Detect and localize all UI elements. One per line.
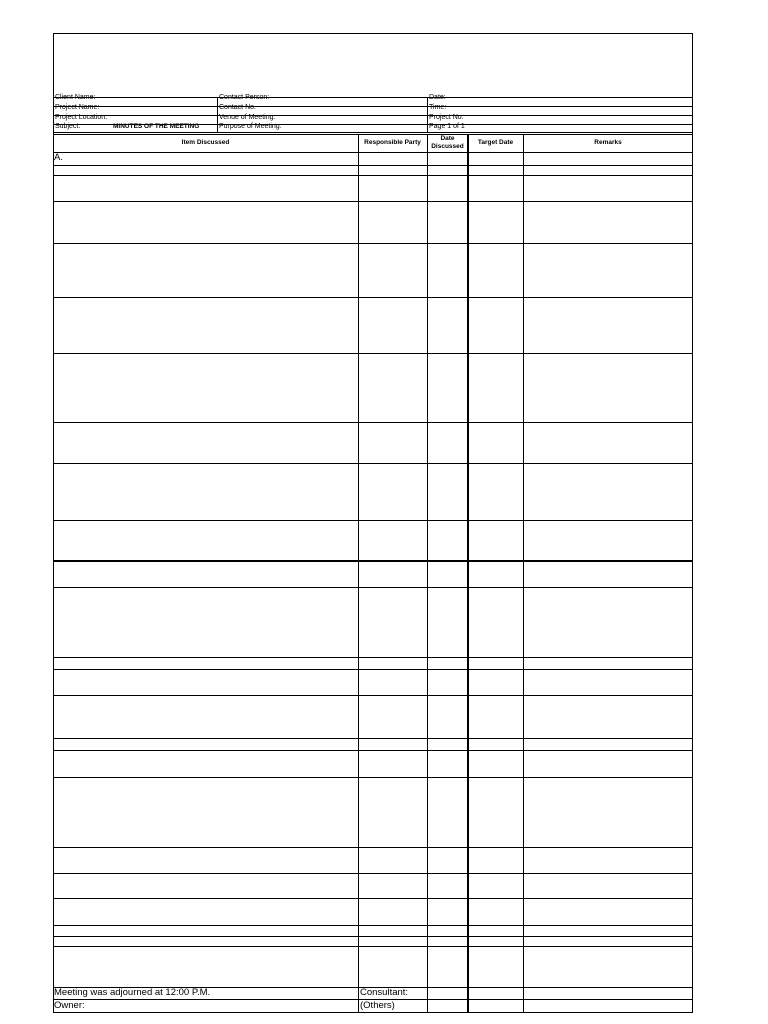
sheet-border [53,33,693,1013]
time-label: Time: [429,104,447,111]
contact-no-label: Contact No. [219,104,256,111]
col-target-date: Target Date [477,139,514,146]
subject-label: Subject: [55,123,81,130]
page-count: Page 1 of 1 [429,123,465,130]
consultant-label: Consultant: [360,987,409,998]
col-item-discussed: Item Discussed [181,139,230,146]
venue-label: Venue of Meeting: [219,114,276,121]
section-label: A. [54,152,63,163]
contact-person-label: Contact Person: [219,94,270,101]
project-name-label: Project Name: [55,104,100,111]
others-label: (Others) [360,1000,395,1011]
col-date-discussed-line2: Discussed [431,143,464,150]
col-responsible-party: Responsible Party [364,139,421,146]
client-name-label: Client Name: [55,94,96,101]
subject-value: MINUTES OF THE MEETING [113,123,200,130]
project-no-label: Project No. [429,114,464,121]
date-label: Date: [429,94,446,101]
purpose-label: Purpose of Meeting: [219,123,282,130]
adjourned-note: Meeting was adjourned at 12:00 P.M. [54,987,211,998]
col-remarks: Remarks [594,139,622,146]
owner-label: Owner: [54,1000,85,1011]
col-date-discussed-line1: Date [440,135,455,142]
project-location-label: Project Location: [55,114,108,121]
